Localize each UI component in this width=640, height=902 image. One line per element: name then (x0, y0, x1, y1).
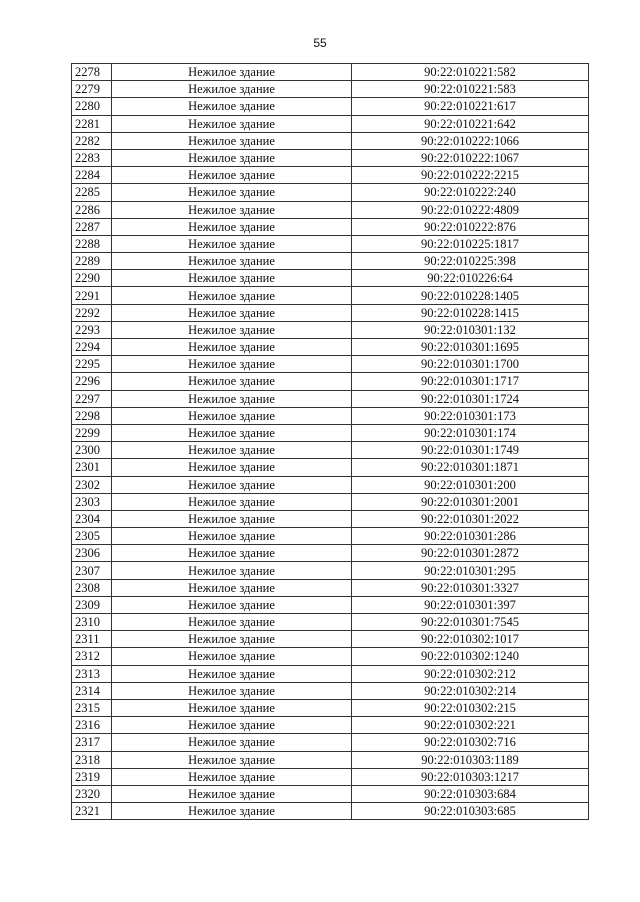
object-type-cell: Нежилое здание (112, 528, 352, 545)
row-number-cell: 2280 (72, 98, 112, 115)
table-row (72, 596, 589, 613)
cadastral-number-cell: 90:22:010228:1415 (352, 304, 589, 321)
cadastral-number-cell: 90:22:010221:642 (352, 115, 589, 132)
row-number-cell: 2300 (72, 442, 112, 459)
cadastral-number-cell: 90:22:010301:1700 (352, 356, 589, 373)
cadastral-number-cell: 90:22:010301:132 (352, 321, 589, 338)
table-row (72, 648, 589, 665)
row-number-cell: 2314 (72, 682, 112, 699)
row-number-cell: 2291 (72, 287, 112, 304)
table-row (72, 98, 589, 115)
table-row (72, 785, 589, 802)
cadastral-number-cell: 90:22:010301:295 (352, 562, 589, 579)
property-registry-table (71, 63, 589, 820)
object-type-cell: Нежилое здание (112, 734, 352, 751)
cadastral-number-cell: 90:22:010301:2001 (352, 493, 589, 510)
row-number-cell: 2302 (72, 476, 112, 493)
cadastral-number-cell: 90:22:010302:1240 (352, 648, 589, 665)
cadastral-number-cell: 90:22:010301:1695 (352, 339, 589, 356)
object-type-cell: Нежилое здание (112, 132, 352, 149)
object-type-cell: Нежилое здание (112, 373, 352, 390)
object-type-cell: Нежилое здание (112, 287, 352, 304)
object-type-cell: Нежилое здание (112, 218, 352, 235)
table-row (72, 545, 589, 562)
object-type-cell: Нежилое здание (112, 579, 352, 596)
row-number-cell: 2315 (72, 699, 112, 716)
object-type-cell: Нежилое здание (112, 596, 352, 613)
object-type-cell: Нежилое здание (112, 510, 352, 527)
row-number-cell: 2303 (72, 493, 112, 510)
object-type-cell: Нежилое здание (112, 201, 352, 218)
table-row (72, 253, 589, 270)
table-row (72, 803, 589, 820)
cadastral-number-cell: 90:22:010301:1871 (352, 459, 589, 476)
cadastral-number-cell: 90:22:010301:1749 (352, 442, 589, 459)
table-row (72, 321, 589, 338)
row-number-cell: 2284 (72, 167, 112, 184)
object-type-cell: Нежилое здание (112, 167, 352, 184)
object-type-cell: Нежилое здание (112, 562, 352, 579)
object-type-cell: Нежилое здание (112, 270, 352, 287)
row-number-cell: 2285 (72, 184, 112, 201)
table-row (72, 717, 589, 734)
cadastral-number-cell: 90:22:010222:1067 (352, 149, 589, 166)
table-row (72, 287, 589, 304)
row-number-cell: 2282 (72, 132, 112, 149)
row-number-cell: 2305 (72, 528, 112, 545)
row-number-cell: 2317 (72, 734, 112, 751)
object-type-cell: Нежилое здание (112, 64, 352, 81)
object-type-cell: Нежилое здание (112, 442, 352, 459)
row-number-cell: 2279 (72, 81, 112, 98)
cadastral-number-cell: 90:22:010221:582 (352, 64, 589, 81)
row-number-cell: 2290 (72, 270, 112, 287)
row-number-cell: 2296 (72, 373, 112, 390)
table-row (72, 442, 589, 459)
cadastral-number-cell: 90:22:010222:240 (352, 184, 589, 201)
row-number-cell: 2289 (72, 253, 112, 270)
table-row (72, 407, 589, 424)
table-row (72, 699, 589, 716)
object-type-cell: Нежилое здание (112, 356, 352, 373)
cadastral-number-cell: 90:22:010222:4809 (352, 201, 589, 218)
table-row (72, 167, 589, 184)
row-number-cell: 2306 (72, 545, 112, 562)
cadastral-number-cell: 90:22:010302:221 (352, 717, 589, 734)
table-row (72, 339, 589, 356)
row-number-cell: 2286 (72, 201, 112, 218)
row-number-cell: 2312 (72, 648, 112, 665)
cadastral-number-cell: 90:22:010301:2872 (352, 545, 589, 562)
table-row (72, 665, 589, 682)
row-number-cell: 2309 (72, 596, 112, 613)
table-row (72, 476, 589, 493)
cadastral-number-cell: 90:22:010301:200 (352, 476, 589, 493)
row-number-cell: 2278 (72, 64, 112, 81)
row-number-cell: 2313 (72, 665, 112, 682)
table-row (72, 528, 589, 545)
table-row (72, 373, 589, 390)
table-row (72, 682, 589, 699)
object-type-cell: Нежилое здание (112, 81, 352, 98)
cadastral-number-cell: 90:22:010301:286 (352, 528, 589, 545)
table-row (72, 510, 589, 527)
page-number: 55 (313, 36, 327, 50)
cadastral-number-cell: 90:22:010301:397 (352, 596, 589, 613)
cadastral-number-cell: 90:22:010301:1724 (352, 390, 589, 407)
object-type-cell: Нежилое здание (112, 184, 352, 201)
table-row (72, 751, 589, 768)
cadastral-number-cell: 90:22:010301:2022 (352, 510, 589, 527)
table-row (72, 184, 589, 201)
table-row (72, 132, 589, 149)
row-number-cell: 2283 (72, 149, 112, 166)
table-row (72, 64, 589, 81)
cadastral-number-cell: 90:22:010301:174 (352, 424, 589, 441)
table-row (72, 201, 589, 218)
object-type-cell: Нежилое здание (112, 785, 352, 802)
cadastral-number-cell: 90:22:010301:173 (352, 407, 589, 424)
object-type-cell: Нежилое здание (112, 768, 352, 785)
row-number-cell: 2295 (72, 356, 112, 373)
row-number-cell: 2304 (72, 510, 112, 527)
cadastral-number-cell: 90:22:010302:716 (352, 734, 589, 751)
table-row (72, 768, 589, 785)
row-number-cell: 2294 (72, 339, 112, 356)
table-row (72, 459, 589, 476)
object-type-cell: Нежилое здание (112, 648, 352, 665)
table-row (72, 149, 589, 166)
object-type-cell: Нежилое здание (112, 717, 352, 734)
row-number-cell: 2281 (72, 115, 112, 132)
object-type-cell: Нежилое здание (112, 476, 352, 493)
table-row (72, 270, 589, 287)
cadastral-number-cell: 90:22:010228:1405 (352, 287, 589, 304)
object-type-cell: Нежилое здание (112, 682, 352, 699)
row-number-cell: 2292 (72, 304, 112, 321)
object-type-cell: Нежилое здание (112, 614, 352, 631)
cadastral-number-cell: 90:22:010302:212 (352, 665, 589, 682)
object-type-cell: Нежилое здание (112, 339, 352, 356)
cadastral-number-cell: 90:22:010225:398 (352, 253, 589, 270)
row-number-cell: 2320 (72, 785, 112, 802)
table-row (72, 390, 589, 407)
row-number-cell: 2287 (72, 218, 112, 235)
object-type-cell: Нежилое здание (112, 149, 352, 166)
row-number-cell: 2319 (72, 768, 112, 785)
row-number-cell: 2301 (72, 459, 112, 476)
table-row (72, 235, 589, 252)
row-number-cell: 2299 (72, 424, 112, 441)
table-row (72, 493, 589, 510)
cadastral-number-cell: 90:22:010301:7545 (352, 614, 589, 631)
object-type-cell: Нежилое здание (112, 253, 352, 270)
object-type-cell: Нежилое здание (112, 115, 352, 132)
cadastral-number-cell: 90:22:010221:583 (352, 81, 589, 98)
table-row (72, 115, 589, 132)
object-type-cell: Нежилое здание (112, 699, 352, 716)
cadastral-number-cell: 90:22:010303:1189 (352, 751, 589, 768)
table-row (72, 562, 589, 579)
row-number-cell: 2321 (72, 803, 112, 820)
cadastral-number-cell: 90:22:010303:685 (352, 803, 589, 820)
cadastral-number-cell: 90:22:010303:684 (352, 785, 589, 802)
object-type-cell: Нежилое здание (112, 459, 352, 476)
row-number-cell: 2311 (72, 631, 112, 648)
table-row (72, 424, 589, 441)
cadastral-number-cell: 90:22:010221:617 (352, 98, 589, 115)
row-number-cell: 2288 (72, 235, 112, 252)
table-row (72, 218, 589, 235)
row-number-cell: 2308 (72, 579, 112, 596)
cadastral-number-cell: 90:22:010302:1017 (352, 631, 589, 648)
object-type-cell: Нежилое здание (112, 390, 352, 407)
object-type-cell: Нежилое здание (112, 321, 352, 338)
object-type-cell: Нежилое здание (112, 407, 352, 424)
object-type-cell: Нежилое здание (112, 665, 352, 682)
table-row (72, 631, 589, 648)
cadastral-number-cell: 90:22:010225:1817 (352, 235, 589, 252)
table-row (72, 579, 589, 596)
object-type-cell: Нежилое здание (112, 304, 352, 321)
cadastral-number-cell: 90:22:010301:1717 (352, 373, 589, 390)
cadastral-number-cell: 90:22:010303:1217 (352, 768, 589, 785)
object-type-cell: Нежилое здание (112, 493, 352, 510)
table-row (72, 734, 589, 751)
row-number-cell: 2318 (72, 751, 112, 768)
object-type-cell: Нежилое здание (112, 751, 352, 768)
object-type-cell: Нежилое здание (112, 235, 352, 252)
cadastral-number-cell: 90:22:010222:1066 (352, 132, 589, 149)
row-number-cell: 2316 (72, 717, 112, 734)
object-type-cell: Нежилое здание (112, 545, 352, 562)
cadastral-number-cell: 90:22:010301:3327 (352, 579, 589, 596)
object-type-cell: Нежилое здание (112, 803, 352, 820)
row-number-cell: 2297 (72, 390, 112, 407)
table-row (72, 81, 589, 98)
row-number-cell: 2307 (72, 562, 112, 579)
object-type-cell: Нежилое здание (112, 631, 352, 648)
cadastral-number-cell: 90:22:010302:214 (352, 682, 589, 699)
object-type-cell: Нежилое здание (112, 98, 352, 115)
object-type-cell: Нежилое здание (112, 424, 352, 441)
cadastral-number-cell: 90:22:010302:215 (352, 699, 589, 716)
cadastral-number-cell: 90:22:010226:64 (352, 270, 589, 287)
row-number-cell: 2310 (72, 614, 112, 631)
registry-table-body (72, 64, 589, 820)
table-row (72, 614, 589, 631)
row-number-cell: 2298 (72, 407, 112, 424)
cadastral-number-cell: 90:22:010222:2215 (352, 167, 589, 184)
table-row (72, 304, 589, 321)
row-number-cell: 2293 (72, 321, 112, 338)
table-row (72, 356, 589, 373)
cadastral-number-cell: 90:22:010222:876 (352, 218, 589, 235)
